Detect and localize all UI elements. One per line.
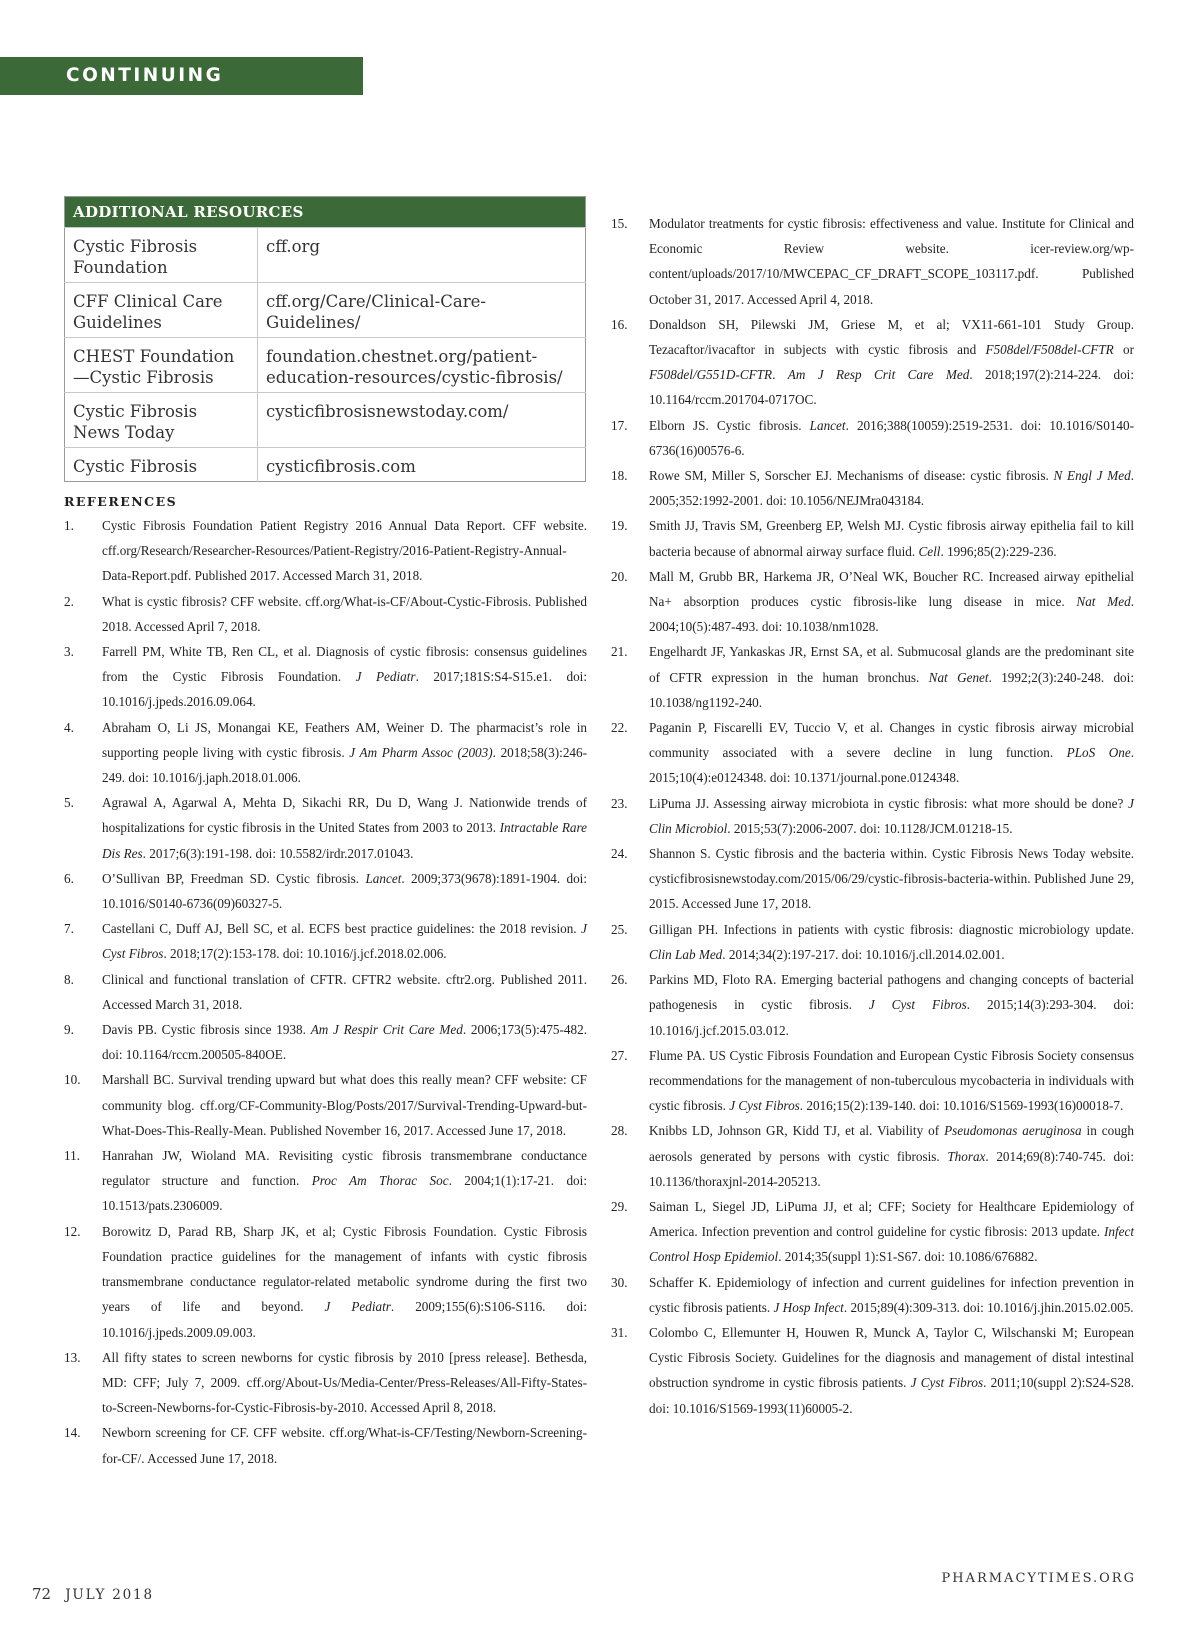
resource-row	[65, 338, 586, 393]
reference-text: O’Sullivan BP, Freedman SD. Cystic fibrosis. Lancet. 2009;373(9678):1891-1904. doi: 10.1016/S0140-6736(09)60327-5.	[102, 870, 587, 912]
reference-text: Davis PB. Cystic fibrosis since 1938. Am J Respir Crit Care Med. 2006;173(5):475-482. doi: 10.1164/rccm.200505-840OE.	[102, 1022, 587, 1063]
reference-number: 25.	[611, 921, 628, 937]
resource-row	[65, 448, 586, 482]
reference-text: Knibbs LD, Johnson GR, Kidd TJ, et al. Viability of Pseudomonas aeruginosa in cough aerosols generated by persons with cystic fibrosis. Thorax. 2014;69(8):740-745. doi: 10.1136/thoraxjnl-2014-205213.	[649, 1123, 1134, 1189]
reference-item	[64, 1143, 587, 1219]
reference-item	[64, 1067, 587, 1143]
reference-item	[611, 312, 1134, 413]
reference-item	[611, 1320, 1134, 1421]
reference-item	[64, 1345, 587, 1421]
references-list-left	[64, 513, 587, 1471]
reference-number: 28.	[611, 1123, 628, 1139]
resource-row	[65, 283, 586, 338]
reference-item	[64, 866, 587, 916]
reference-item	[611, 715, 1134, 791]
reference-item	[611, 967, 1134, 1043]
reference-number: 17.	[611, 417, 628, 433]
reference-item	[64, 639, 587, 715]
reference-text: Modulator treatments for cystic fibrosis: effectiveness and value. Institute for Clinical and Economic Review website. icer-review.org/wp-content/uploads/2017/10/MWCEPAC_CF_DRAFT_SCOPE_103117.pdf. Published October 31, 2017. Accessed April 4, 2018.	[649, 216, 1134, 307]
reference-item	[611, 513, 1134, 563]
reference-item	[64, 916, 587, 966]
reference-item	[611, 1043, 1134, 1119]
reference-text: Parkins MD, Floto RA. Emerging bacterial pathogens and changing concepts of bacterial pathogenesis in cystic fibrosis. J Cyst Fibros. 2015;14(3):293-304. doi: 10.1016/j.jcf.2015.03.012.	[649, 972, 1134, 1038]
reference-item	[611, 463, 1134, 513]
resources-table-title: ADDITIONAL RESOURCES	[65, 197, 586, 228]
reference-text: Shannon S. Cystic fibrosis and the bacteria within. Cystic Fibrosis News Today website. cysticfibrosisnewstoday.com/2015/06/29/cystic-fibrosis-bacteria-within. Published June 29, 2015. Accessed June 17, 2018.	[649, 846, 1134, 912]
reference-number: 11.	[64, 1148, 80, 1164]
reference-text: Borowitz D, Parad RB, Sharp JK, et al; Cystic Fibrosis Foundation. Cystic Fibrosis Foundation practice guidelines for the management of infants with cystic fibrosis transmembrane conductance regulator-related metabolic syndrome during the first two years of life and beyond. J Pediatr. 2009;155(6):S106-S116. doi: 10.1016/j.jpeds.2009.09.003.	[102, 1223, 587, 1340]
reference-text: Smith JJ, Travis SM, Greenberg EP, Welsh MJ. Cystic fibrosis airway epithelia fail to kill bacteria because of abnormal airway surface fluid. Cell. 1996;85(2):229-236.	[649, 518, 1134, 559]
reference-text: Castellani C, Duff AJ, Bell SC, et al. ECFS best practice guidelines: the 2018 revision. J Cyst Fibros. 2018;17(2):153-178. doi: 10.1016/j.jcf.2018.02.006.	[102, 921, 587, 962]
reference-item	[64, 790, 587, 866]
reference-item	[611, 917, 1134, 967]
reference-text: Flume PA. US Cystic Fibrosis Foundation and European Cystic Fibrosis Society consensus recommendations for the management of non-tuberculous mycobacteria in individuals with cystic fibrosis. J Cyst Fibros. 2016;15(2):139-140. doi: 10.1016/S1569-1993(16)00018-7.	[649, 1047, 1134, 1114]
reference-item	[64, 1017, 587, 1067]
resource-row	[65, 228, 586, 283]
reference-number: 6.	[64, 870, 74, 886]
reference-number: 7.	[64, 921, 74, 937]
reference-text: Agrawal A, Agarwal A, Mehta D, Sikachi RR, Du D, Wang J. Nationwide trends of hospitalizations for cystic fibrosis in the United States from 2003 to 2013. Intractable Rare Dis Res. 2017;6(3):191-198. doi: 10.5582/irdr.2017.01043.	[102, 795, 587, 861]
reference-number: 31.	[611, 1324, 628, 1340]
reference-number: 9.	[64, 1022, 74, 1038]
reference-text: Donaldson SH, Pilewski JM, Griese M, et al; VX11-661-101 Study Group. Tezacaftor/ivacaftor in subjects with cystic fibrosis and F508del/F508del-CFTR or F508del/G551D-CFTR. Am J Resp Crit Care Med. 2018;197(2):214-224. doi: 10.1164/rccm.201704-0717OC.	[649, 316, 1134, 408]
reference-number: 19.	[611, 518, 628, 534]
reference-number: 1.	[64, 518, 74, 533]
reference-text: All fifty states to screen newborns for cystic fibrosis by 2010 [press release]. Bethesda, MD: CFF; July 7, 2009. cff.org/About-Us/Media-Center/Press-Releases/All-Fifty-States-to-Screen-Newborns-for-Cystic-Fibrosis-by-2010. Accessed April 8, 2018.	[102, 1349, 587, 1416]
resource-name: CFF Clinical Care Guidelines	[65, 283, 258, 338]
reference-text: Farrell PM, White TB, Ren CL, et al. Diagnosis of cystic fibrosis: consensus guidelines from the Cystic Fibrosis Foundation. J Pediatr. 2017;181S:S4-S15.e1. doi: 10.1016/j.jpeds.2016.09.064.	[102, 644, 588, 710]
reference-number: 15.	[611, 216, 628, 231]
reference-text: Mall M, Grubb BR, Harkema JR, O’Neal WK, Boucher RC. Increased airway epithelial Na+ absorption produces cystic fibrosis-like lung disease in mice. Nat Med. 2004;10(5):487-493. doi: 10.1038/nm1028.	[649, 568, 1134, 635]
resource-name: CHEST Foundation—Cystic Fibrosis	[65, 338, 258, 393]
section-banner: CONTINUING EDUCATION	[0, 57, 363, 95]
reference-item	[64, 1420, 587, 1470]
resource-name: Cystic Fibrosis Foundation	[65, 228, 258, 283]
reference-item	[611, 1118, 1134, 1194]
reference-text: Hanrahan JW, Wioland MA. Revisiting cystic fibrosis transmembrane conductance regulator structure and function. Proc Am Thorac Soc. 2004;1(1):17-21. doi: 10.1513/pats.2306009.	[102, 1148, 587, 1214]
reference-item	[64, 589, 587, 639]
reference-number: 16.	[611, 316, 628, 332]
footer-site: PHARMACYTIMES.ORG	[941, 1571, 1136, 1586]
resource-url: cysticfibrosis.com	[258, 448, 586, 482]
reference-item	[611, 841, 1134, 917]
resource-url: cff.org	[258, 228, 586, 283]
reference-number: 27.	[611, 1047, 628, 1063]
reference-text: Saiman L, Siegel JD, LiPuma JJ, et al; CFF; Society for Healthcare Epidemiology of America. Infection prevention and control guideline for cystic fibrosis: 2013 update. Infect Control Hosp Epidemiol. 2014;35(suppl 1):S1-S67. doi: 10.1086/676882.	[649, 1198, 1134, 1265]
resource-row	[65, 393, 586, 448]
reference-number: 24.	[611, 846, 628, 862]
reference-item	[611, 639, 1134, 715]
issue-date: JULY 2018	[65, 1587, 154, 1603]
reference-item	[64, 1219, 587, 1345]
reference-text: Engelhardt JF, Yankaskas JR, Ernst SA, et al. Submucosal glands are the predominant site of CFTR expression in the human bronchus. Nat Genet. 1992;2(3):240-248. doi: 10.1038/ng1192-240.	[649, 644, 1134, 710]
reference-number: 13.	[64, 1349, 81, 1365]
reference-text: Abraham O, Li JS, Monangai KE, Feathers AM, Weiner D. The pharmacist’s role in supporting people living with cystic fibrosis. J Am Pharm Assoc (2003). 2018;58(3):246-249. doi: 10.1016/j.japh.2018.01.006.	[102, 719, 588, 786]
reference-number: 12.	[64, 1223, 81, 1239]
reference-text: Gilligan PH. Infections in patients with cystic fibrosis: diagnostic microbiology update. Clin Lab Med. 2014;34(2):197-217. doi: 10.1016/j.cll.2014.02.001.	[649, 921, 1134, 962]
reference-item	[64, 715, 587, 791]
reference-text: Marshall BC. Survival trending upward but what does this really mean? CFF website: CF community blog. cff.org/CF-Community-Blog/Posts/2017/Survival-Trending-Upward-but-What-Does-This-Really-Mean. Published November 16, 2017. Accessed June 17, 2018.	[102, 1072, 587, 1138]
reference-number: 21.	[611, 644, 628, 660]
reference-text: Paganin P, Fiscarelli EV, Tuccio V, et al. Changes in cystic fibrosis airway microbial community associated with a severe decline in lung function. PLoS One. 2015;10(4):e0124348. doi: 10.1371/journal.pone.0124348.	[649, 720, 1134, 786]
reference-text: Rowe SM, Miller S, Sorscher EJ. Mechanisms of disease: cystic fibrosis. N Engl J Med. 2005;352:1992-2001. doi: 10.1056/NEJMra043184.	[649, 468, 1134, 509]
reference-text: What is cystic fibrosis? CFF website. cff.org/What-is-CF/About-Cystic-Fibrosis. Published 2018. Accessed April 7, 2018.	[102, 593, 587, 634]
reference-item	[611, 791, 1134, 841]
references-heading: REFERENCES	[64, 494, 178, 509]
reference-text: Colombo C, Ellemunter H, Houwen R, Munck A, Taylor C, Wilschanski M; European Cystic Fibrosis Society. Guidelines for the diagnosis and management of distal intestinal obstruction syndrome in cystic fibrosis patients. J Cyst Fibros. 2011;10(suppl 2):S24-S28. doi: 10.1016/S1569-1993(11)60005-2.	[649, 1324, 1134, 1416]
reference-text: LiPuma JJ. Assessing airway microbiota in cystic fibrosis: what more should be done? J Clin Microbiol. 2015;53(7):2006-2007. doi: 10.1128/JCM.01218-15.	[649, 795, 1134, 836]
reference-item	[64, 967, 587, 1017]
resource-url: foundation.chestnet.org/patient-education-resources/cystic-fibrosis/	[258, 338, 586, 393]
reference-number: 29.	[611, 1198, 628, 1214]
reference-number: 20.	[611, 568, 628, 584]
reference-number: 30.	[611, 1274, 628, 1290]
reference-text: Cystic Fibrosis Foundation Patient Registry 2016 Annual Data Report. CFF website. cff.org/Research/Researcher-Resources/Patient-Registry/2016-Patient-Registry-Annual-Data-Report.pdf. Published 2017. Accessed March 31, 2018.	[102, 518, 587, 584]
reference-text: Elborn JS. Cystic fibrosis. Lancet. 2016;388(10059):2519-2531. doi: 10.1016/S0140-6736(16)00576-6.	[649, 417, 1134, 458]
reference-text: Clinical and functional translation of CFTR. CFTR2 website. cftr2.org. Published 2011. Accessed March 31, 2018.	[102, 971, 587, 1012]
reference-number: 18.	[611, 468, 628, 484]
reference-number: 26.	[611, 972, 628, 988]
reference-text: Schaffer K. Epidemiology of infection and current guidelines for infection prevention in cystic fibrosis patients. J Hosp Infect. 2015;89(4):309-313. doi: 10.1016/j.jhin.2015.02.005.	[649, 1274, 1134, 1315]
reference-item	[611, 413, 1134, 463]
resource-name: Cystic Fibrosis	[65, 448, 258, 482]
reference-item	[611, 564, 1134, 640]
resources-table	[64, 196, 586, 482]
resource-url: cysticfibrosisnewstoday.com/	[258, 393, 586, 448]
resource-name: Cystic Fibrosis News Today	[65, 393, 258, 448]
references-list-right	[611, 211, 1134, 1421]
footer-left	[32, 1585, 154, 1603]
page-number: 72	[32, 1585, 52, 1603]
reference-text: Newborn screening for CF. CFF website. cff.org/What-is-CF/Testing/Newborn-Screening-for-CF/. Accessed June 17, 2018.	[102, 1425, 587, 1466]
reference-item	[611, 1270, 1134, 1320]
reference-number: 8.	[64, 971, 74, 987]
reference-number: 22.	[611, 720, 628, 736]
reference-number: 4.	[64, 719, 74, 735]
reference-number: 3.	[64, 644, 74, 660]
reference-number: 14.	[64, 1425, 81, 1441]
reference-number: 5.	[64, 795, 74, 811]
reference-number: 10.	[64, 1072, 81, 1088]
resource-url: cff.org/Care/Clinical-Care-Guidelines/	[258, 283, 586, 338]
reference-item	[611, 211, 1134, 312]
reference-item	[64, 513, 587, 589]
reference-number: 23.	[611, 795, 628, 811]
reference-number: 2.	[64, 593, 74, 609]
reference-item	[611, 1194, 1134, 1270]
